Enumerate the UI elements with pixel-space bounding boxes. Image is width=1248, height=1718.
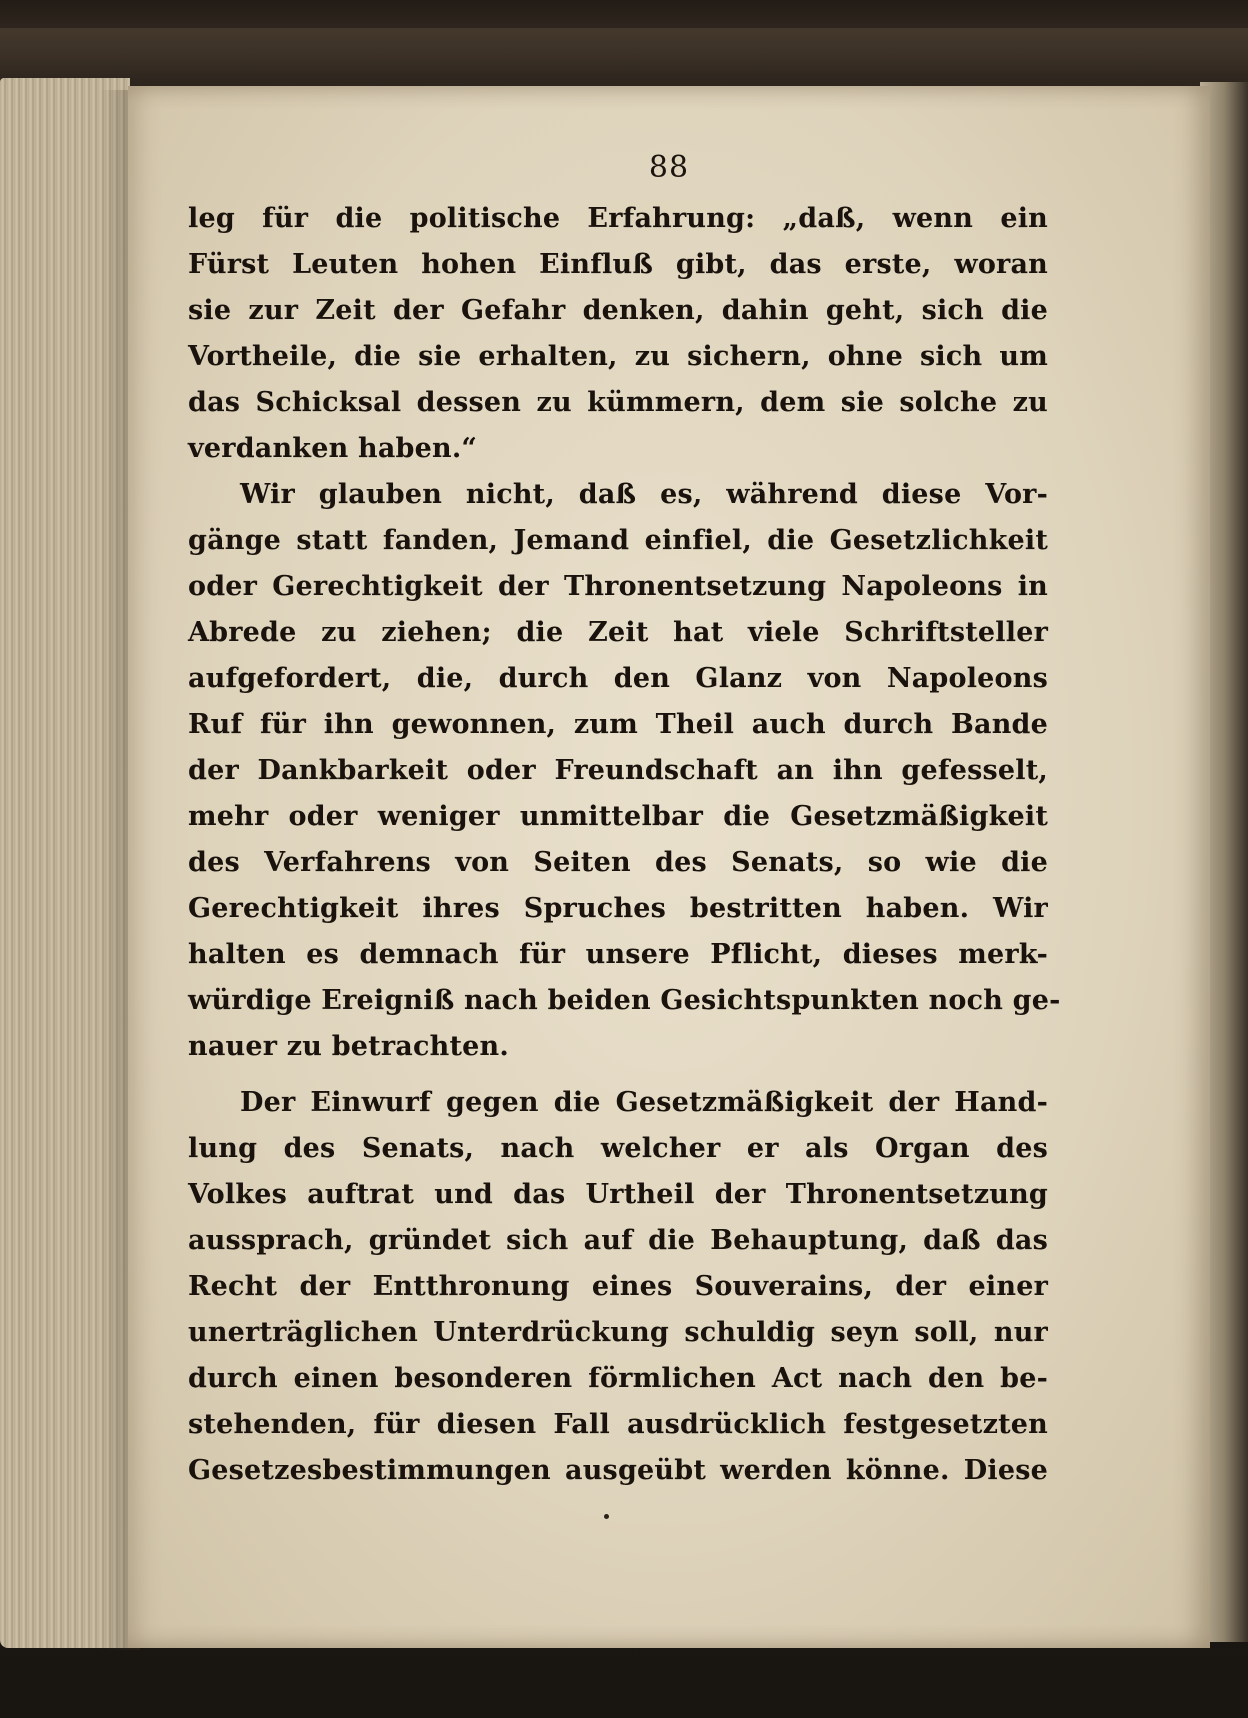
text-line: stehenden, für diesen Fall ausdrücklich festgesetzten — [188, 1409, 1048, 1440]
text-line: durch einen besonderen förmlichen Act nach den be- — [188, 1363, 1048, 1394]
page-body-text — [188, 196, 1061, 1494]
text-line: lung des Senats, nach welcher er als Organ des — [188, 1133, 1048, 1164]
text-line: Fürst Leuten hohen Einfluß gibt, das erste, woran — [188, 249, 1048, 280]
text-line: Ruf für ihn gewonnen, zum Theil auch durch Bande — [188, 709, 1048, 740]
text-line: der Dankbarkeit oder Freundschaft an ihn gefesselt, — [188, 755, 1048, 786]
text-line: gänge statt fanden, Jemand einfiel, die Gesetzlichkeit — [188, 525, 1048, 556]
text-line: verdanken haben.“ — [188, 433, 478, 464]
text-line: aussprach, gründet sich auf die Behauptung, daß das — [188, 1225, 1048, 1256]
text-line: würdige Ereigniß nach beiden Gesichtspunkten noch ge- — [188, 985, 1061, 1016]
book-binding-strap — [0, 28, 1248, 80]
text-line: das Schicksal dessen zu kümmern, dem sie solche zu — [188, 387, 1048, 418]
text-line: Gerechtigkeit ihres Spruches bestritten haben. Wir — [188, 893, 1048, 924]
text-line: nauer zu betrachten. — [188, 1031, 509, 1062]
text-line: sie zur Zeit der Gefahr denken, dahin geht, sich die — [188, 295, 1048, 326]
text-line: Abrede zu ziehen; die Zeit hat viele Schriftsteller — [188, 617, 1048, 648]
text-line: Volkes auftrat und das Urtheil der Thronentsetzung — [188, 1179, 1048, 1210]
page-number: 88 — [648, 150, 690, 185]
text-line: Wir glauben nicht, daß es, während diese Vor- — [240, 479, 1048, 510]
text-line: Der Einwurf gegen die Gesetzmäßigkeit der Hand- — [240, 1087, 1048, 1118]
text-line: Gesetzesbestimmungen ausgeübt werden könne. Diese — [188, 1455, 1048, 1486]
ink-speck — [604, 1514, 609, 1519]
text-line: halten es demnach für unsere Pflicht, dieses merk- — [188, 939, 1048, 970]
text-line: leg für die politische Erfahrung: „daß, wenn ein — [188, 203, 1048, 234]
text-line: mehr oder weniger unmittelbar die Gesetzmäßigkeit — [188, 801, 1048, 832]
text-line: des Verfahrens von Seiten des Senats, so wie die — [188, 847, 1048, 878]
text-line: unerträglichen Unterdrückung schuldig seyn soll, nur — [188, 1317, 1048, 1348]
text-line: Recht der Entthronung eines Souverains, der einer — [188, 1271, 1048, 1302]
text-line: Vortheile, die sie erhalten, zu sichern, ohne sich um — [188, 341, 1048, 372]
text-line: oder Gerechtigkeit der Thronentsetzung Napoleons in — [188, 571, 1048, 602]
text-line: aufgefordert, die, durch den Glanz von Napoleons — [188, 663, 1048, 694]
